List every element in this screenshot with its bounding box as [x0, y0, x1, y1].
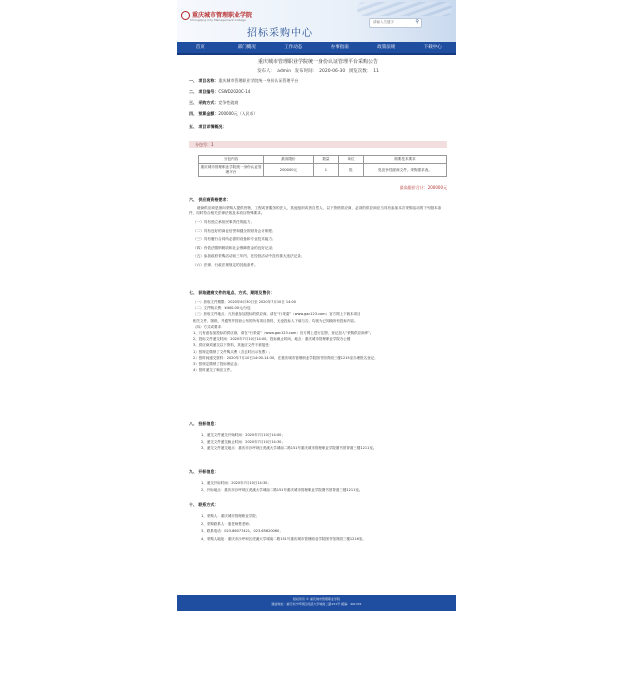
- header-banner-art: [357, 2, 452, 16]
- list-item: （四）有依法缴纳税收和社会保障资金的良好记录；: [193, 245, 276, 250]
- list-item: 1）按规定缴纳了文件购买费（含去时出示发票）；: [193, 349, 273, 354]
- items-table: [198, 155, 447, 177]
- requirements-list: [189, 218, 447, 269]
- table-row: [199, 164, 447, 177]
- views-value: 11: [373, 69, 379, 74]
- table-header: 单位: [338, 156, 363, 164]
- article-meta: [189, 68, 447, 74]
- info-row: 四、 预算金额：200000元（人民币）: [189, 111, 258, 116]
- info-row: 二、 项目编号：CSWD2020C-14: [189, 89, 251, 94]
- list-item: 2、投标文件递交时间：2020年7月10日14:00，投标截止时间，地点：重庆城市管理职业学院办公楼: [193, 337, 351, 342]
- section-6: [189, 197, 447, 269]
- total-price: 最高限价合计：200000元: [399, 185, 447, 190]
- list-item: 2、采购联系人：逢老师楚老师；: [201, 521, 253, 526]
- search-icon[interactable]: ⚲: [415, 19, 419, 25]
- table-cell: 200000元: [264, 164, 314, 177]
- section-heading: 九、 开标信息：: [189, 469, 219, 474]
- nav-policies[interactable]: 政策法规: [377, 45, 396, 50]
- info-row: 一、 项目名称：重庆城市管理职业学院统一身份认证管理平台: [189, 78, 299, 83]
- list-item: 4）按时递交了响应文件。: [193, 368, 234, 373]
- publisher-value: admin: [277, 69, 292, 74]
- acquisition-list: [189, 299, 447, 373]
- table-cell: 批: [338, 164, 363, 177]
- bid-info-list: [189, 432, 447, 452]
- opening-info-list: [189, 480, 447, 494]
- section-heading: 七、 获取磋商文件的地点、方式、期限及售价：: [189, 290, 275, 295]
- list-item: （二）文件购买费：¥400.00元/分包: [193, 306, 251, 311]
- table-header: 最高限价: [264, 156, 314, 164]
- table-header: 数量: [313, 156, 338, 164]
- search-box: [369, 18, 422, 28]
- lot-band: 分包号：1: [189, 141, 447, 148]
- table-header: 分包内容: [199, 156, 264, 164]
- section-7: [189, 290, 447, 373]
- list-item: （一）获取文件期限：2020年6月30日至 2020年7月10日 14:00: [193, 300, 296, 304]
- article-body: [189, 58, 447, 541]
- info-row: 五、 项目详情概况：: [189, 124, 227, 129]
- list-item: 3）按规定缴纳了投标保证金；: [193, 362, 241, 367]
- list-item: 2）按时间递交资料：2020年7月10日14:00-14:30，在重庆城市管理职业学院图书馆背面三楼1215室办理报名登记；: [193, 355, 378, 360]
- footer-address: 通信地址：重庆市沙坪坝区虎溪大学城南二路151号 邮编：401331: [271, 602, 362, 606]
- list-item: 3、递交文件递交地点：重庆市沙坪坝区虎溪大学城南二路151号重庆城市管理职业学院图书馆背面三楼1211室。: [201, 446, 377, 450]
- logo-subtitle: Chongqing City Management College: [190, 18, 246, 22]
- list-item: （五）参加政府采购活动前三年内，在经营活动中没有重大违法记录；: [193, 254, 305, 258]
- site-logo[interactable]: 重庆城市管理职业学院: [181, 10, 252, 20]
- section-intro: 磋商供应商是指向采购人提供货物、工程或者服务的法人、其他组织或者自然人，以下资格供应商，必须的供应商应当具有参加本次采购活动的下列基本条件，同时符合相关法律法规及本项目特殊要求。: [189, 206, 442, 215]
- site-footer: [177, 595, 456, 611]
- table-header: 简要技术要求: [364, 156, 447, 164]
- article-title: 重庆城市管理职业学院统一身份认证管理平台采购公告: [257, 59, 378, 65]
- list-item: 2、开标地点：重庆市沙坪坝区虎溪大学城南二路151号重庆城市管理职业学院图书馆背面三楼1211室。: [201, 488, 363, 492]
- list-item: （三）具有履行合同所必需的设备和专业技术能力；: [193, 237, 276, 241]
- views-label: 浏览次数：: [348, 69, 372, 74]
- list-item: （三）获取文件地点：凡有意参加投标的供应商，请在“行采索”（www.gac123.com）官方网上下载本项目: [193, 312, 361, 317]
- list-item: 3、联系电话：023-86077421、023-65620060；: [201, 529, 283, 533]
- nav-downloads[interactable]: 下载中心: [423, 45, 442, 50]
- section-heading: 八、 投标信息：: [189, 421, 219, 426]
- list-item: （二）具有良好的商业信誉和健全的财务会计制度；: [193, 228, 276, 233]
- site-header: [177, 0, 456, 42]
- list-item: 1、凡有意参加投标的供应商，请在“行采索”（www.gac123.com）官方网上进行注册，登记加入“采购供应商库”。: [193, 331, 374, 336]
- nav-department-overview[interactable]: 部门概况: [237, 45, 256, 50]
- nav-service-guide[interactable]: 办事指南: [330, 45, 349, 50]
- section-9: [189, 469, 447, 494]
- list-item: 1、采购人：重庆城市管理职业学院；: [201, 514, 260, 518]
- list-item: 4、采购人地址：重庆市沙坪坝区虎溪大学城南二路151号重庆城市管理职业学院图书馆背面三楼1216室。: [201, 536, 366, 541]
- section-10: [189, 502, 447, 543]
- nav-work-news[interactable]: 工作动态: [284, 45, 303, 50]
- list-item: 相关文件、图纸、并通等并按前公布的所有项目资料，无论投标人下载与否，均视为已知晓所有投标内容。: [193, 318, 358, 323]
- contact-list: [189, 513, 447, 543]
- publisher-label: 发布人：: [257, 69, 276, 74]
- page-container: [177, 0, 456, 612]
- list-item: 1、递交开标时间：2020年7月10日14:30；: [201, 481, 271, 485]
- section-8: [189, 421, 447, 452]
- table-cell: 见竞争性磋商文件，采购需求表。: [364, 164, 447, 177]
- time-value: 2020-06-30: [319, 69, 346, 74]
- list-item: （一）具有独立承担民事责任的能力；: [193, 220, 255, 224]
- list-item: 3、供应商须递交以下资料，其他应文件不被接受：: [193, 343, 273, 348]
- info-row: 三、 采购方式：竞争性磋商: [189, 100, 239, 105]
- section-heading: 六、 供应商资格要求：: [189, 197, 231, 202]
- table-header-row: [199, 156, 447, 164]
- footer-copyright: 版权所有 © 重庆城市管理职业学院: [293, 597, 340, 601]
- list-item: 1、递交文件递交开始时间：2020年7月10日14:00；: [201, 433, 285, 437]
- table-cell: 重庆城市管理职业学院统一身份认证管理平台: [199, 164, 264, 177]
- nav-home[interactable]: 首页: [195, 45, 205, 50]
- section-heading: 十、 联系方式：: [189, 502, 219, 507]
- list-item: （六）法律、行政法规规定的其他条件。: [193, 262, 258, 267]
- main-nav: [177, 42, 456, 55]
- college-seal-icon: [181, 11, 190, 20]
- list-item: （四）方式或要求：: [193, 324, 225, 329]
- table-cell: 1: [313, 164, 338, 177]
- search-input[interactable]: [373, 20, 411, 24]
- section-title: 招标采购中心: [247, 28, 313, 39]
- time-label: 发布时间：: [294, 69, 318, 74]
- list-item: 2、递交文件递交截止时间：2020年7月10日14:30；: [201, 439, 285, 444]
